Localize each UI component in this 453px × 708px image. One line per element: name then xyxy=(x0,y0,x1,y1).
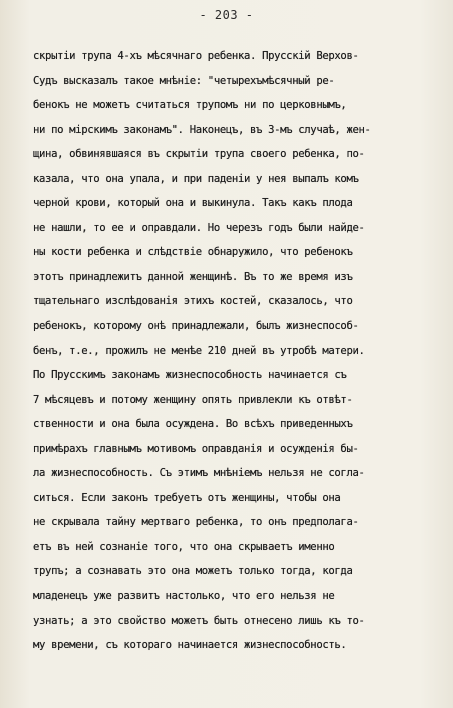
text-line: ребенокъ, которому онѣ принадлежали, былъ жизнеспособ- xyxy=(33,320,359,333)
text-line: младенецъ уже развитъ настолько, что его нельзя не xyxy=(33,590,335,603)
page-number: - 203 - xyxy=(199,8,254,22)
text-line: не скрывала тайну мертваго ребенка, то онъ предполага- xyxy=(33,516,359,529)
text-line: ственности и она была осуждена. Во всѣхъ приведенныхъ xyxy=(33,418,353,431)
text-line: 7 мѣсяцевъ и потому женщину опять привлекли къ отвѣт- xyxy=(33,393,353,406)
text-line: ла жизнеспособность. Съ этимъ мнѣніемъ нельзя не согла- xyxy=(33,467,365,480)
text-line: етъ въ ней сознаніе того, что она скрываетъ именно xyxy=(33,540,335,553)
text-line: му времени, съ котораго начинается жизнеспособность. xyxy=(33,639,347,652)
text-line: ны кости ребенка и слѣдствіе обнаружило, что ребенокъ xyxy=(33,246,353,259)
text-line: скрытіи трупа 4-хъ мѣсячнаго ребенка. Прусскій Верхов- xyxy=(33,50,359,62)
text-line: бенъ, т.е., прожилъ не менѣе 210 дней въ утробѣ матери. xyxy=(33,344,365,357)
text-line: трупъ; а сознавать это она можетъ только тогда, когда xyxy=(33,565,353,578)
text-line: По Прусскимъ законамъ жизнеспособность начинается съ xyxy=(33,369,347,382)
text-line: казала, что она упала, и при паденіи у нея выпалъ комъ xyxy=(33,172,359,185)
text-line: не нашли, то ее и оправдали. Но черезъ годъ были найде- xyxy=(33,221,365,234)
text-line: ни по мірскимъ законамъ". Наконецъ, въ 3-мъ случаѣ, жен- xyxy=(33,123,371,136)
text-line: примѣрахъ главнымъ мотивомъ оправданія и осужденія бы- xyxy=(33,442,359,455)
text-line: Судъ высказалъ такое мнѣніе: "четырехъмѣсячный ре- xyxy=(33,74,335,87)
text-line: этотъ принадлежитъ данной женщинѣ. Въ то же время изъ xyxy=(33,270,353,283)
text-line: черной крови, который она и выкинула. Такъ какъ плода xyxy=(33,197,353,210)
text-line: щина, обвинявшаяся въ скрытіи трупа своего ребенка, по- xyxy=(33,148,365,161)
text-line: бенокъ не можетъ считаться трупомъ ни по церковнымъ, xyxy=(33,99,347,112)
text-line: узнать; а это свойство можетъ быть отнесено лишь къ то- xyxy=(33,614,365,627)
text-line: ситься. Если законъ требуетъ отъ женщины, чтобы она xyxy=(33,491,341,504)
text-line: тщательнаго изслѣдованія этихъ костей, сказалось, что xyxy=(33,295,353,308)
body-text xyxy=(33,44,433,658)
